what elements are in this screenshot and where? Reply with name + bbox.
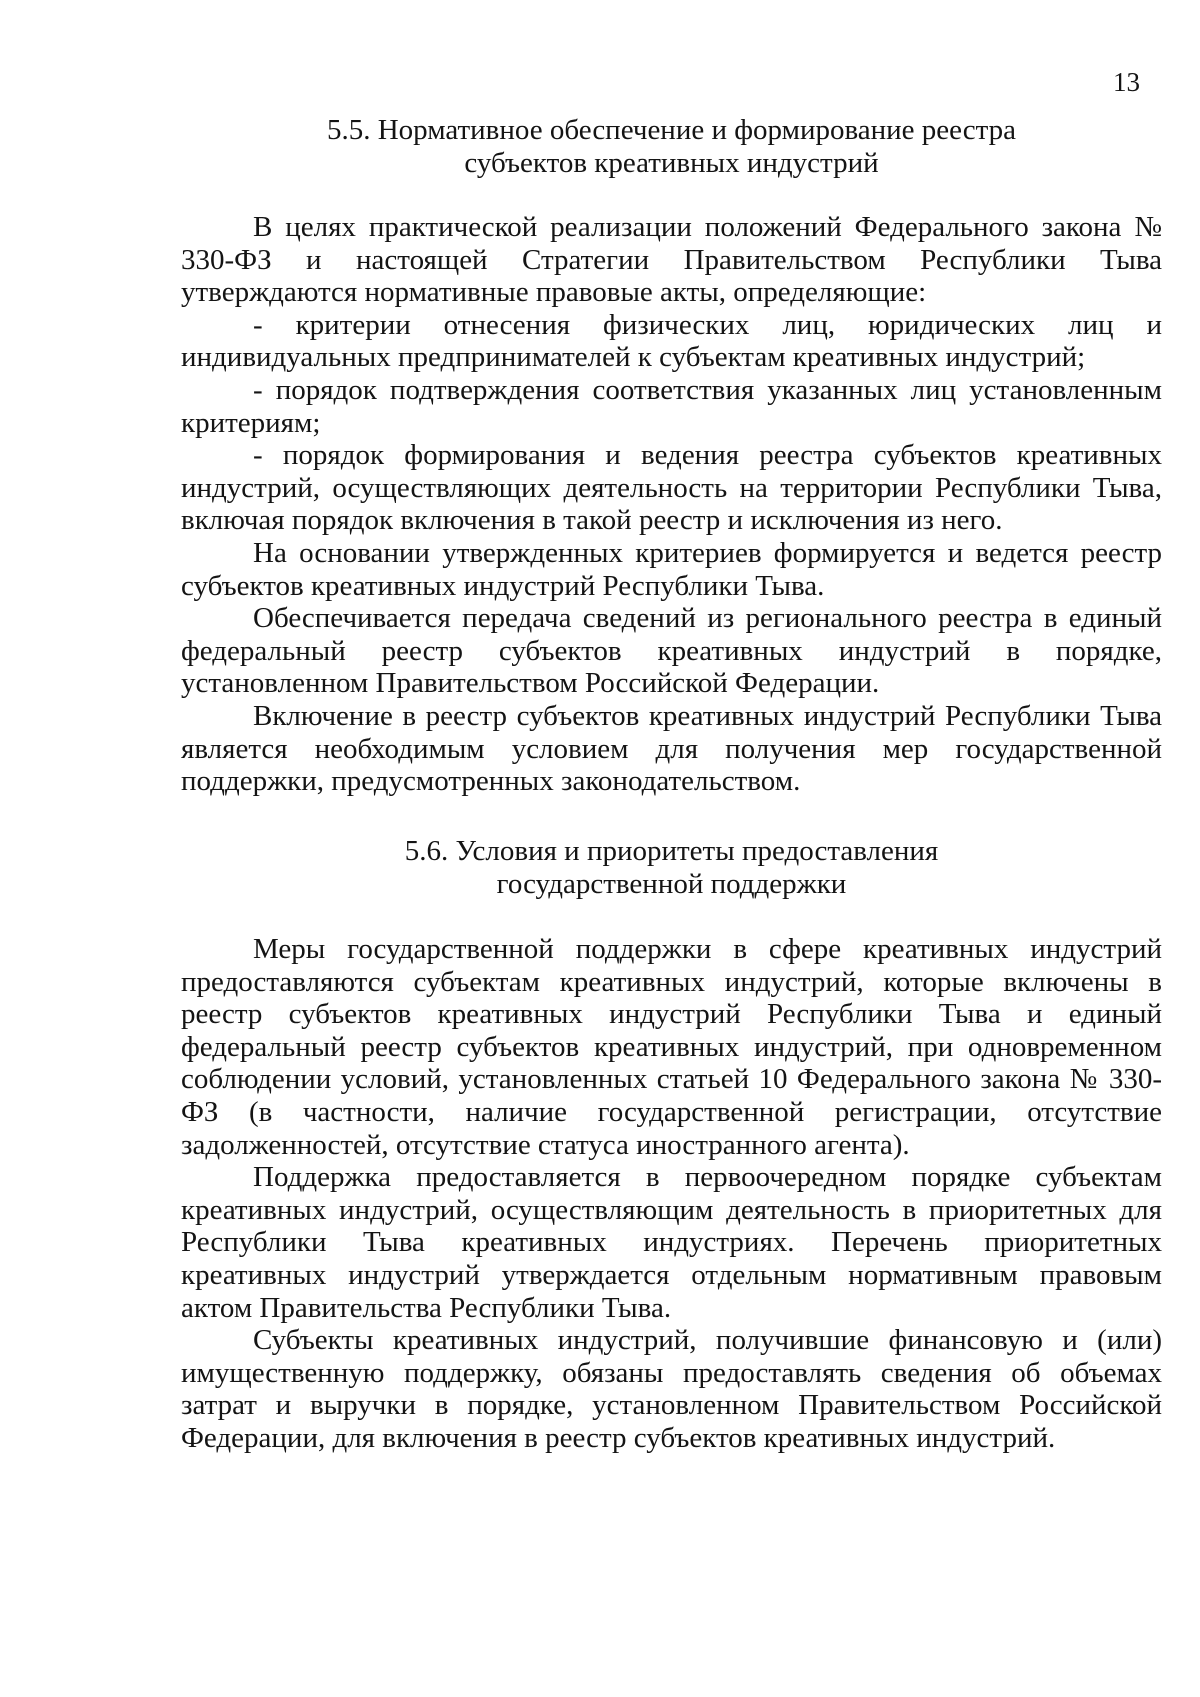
- heading-line: субъектов креативных индустрий: [464, 146, 879, 179]
- heading-line: государственной поддержки: [496, 867, 847, 900]
- paragraph: На основании утвержденных критериев формируется и ведется реестр субъектов креативных индустрий Республики Тыва.: [181, 536, 1162, 602]
- section-5-5-heading: [181, 114, 1162, 179]
- list-item: - порядок подтверждения соответствия указанных лиц установленным критериям;: [181, 373, 1162, 439]
- list-item: - порядок формирования и ведения реестра субъектов креативных индустрий, осуществляющих деятельность на территории Республики Тыва, включая порядок включения в такой реестр и исключения из него.: [181, 439, 1162, 537]
- section-5-6-heading: [181, 835, 1162, 900]
- paragraph: Субъекты креативных индустрий, получившие финансовую и (или) имущественную поддержку, обязаны предоставлять сведения об объемах затрат и выручки в порядке, установленном Правительством Российской Федерации, для включения в реестр субъектов креативных индустрий.: [181, 1324, 1162, 1454]
- section-5-5-body: [181, 211, 1162, 798]
- list-item: - критерии отнесения физических лиц, юридических лиц и индивидуальных предпринимателей к субъектам креативных индустрий;: [181, 308, 1162, 374]
- paragraph: Поддержка предоставляется в первоочередном порядке субъектам креативных индустрий, осуществляющим деятельность в приоритетных для Республики Тыва креативных индустриях. Перечень приоритетных креативных индустрий утверждается отдельным нормативным правовым актом Правительства Республики Тыва.: [181, 1161, 1162, 1324]
- paragraph: В целях практической реализации положений Федерального закона № 330-ФЗ и настоящей Стратегии Правительством Республики Тыва утверждаются нормативные правовые акты, определяющие:: [181, 211, 1162, 309]
- paragraph: Включение в реестр субъектов креативных индустрий Республики Тыва является необходимым условием для получения мер государственной поддержки, предусмотренных законодательством.: [181, 699, 1162, 798]
- section-5-6-body: [181, 933, 1162, 1455]
- paragraph: Обеспечивается передача сведений из регионального реестра в единый федеральный реестр субъектов креативных индустрий в порядке, установленном Правительством Российской Федерации.: [181, 602, 1162, 700]
- heading-line: 5.6. Условия и приоритеты предоставления: [404, 835, 939, 867]
- paragraph: Меры государственной поддержки в сфере креативных индустрий предоставляются субъектам креативных индустрий, которые включены в реестр субъектов креативных индустрий Республики Тыва и единый федеральный реестр субъектов креативных индустрий, при одновременном соблюдении условий, установленных статьей 10 Федерального закона № 330-ФЗ (в частности, наличие государственной регистрации, отсутствие задолженностей, отсутствие статуса иностранного агента).: [181, 933, 1162, 1161]
- page-number: 13: [1113, 67, 1140, 97]
- heading-line: 5.5. Нормативное обеспечение и формирование реестра: [326, 114, 1017, 146]
